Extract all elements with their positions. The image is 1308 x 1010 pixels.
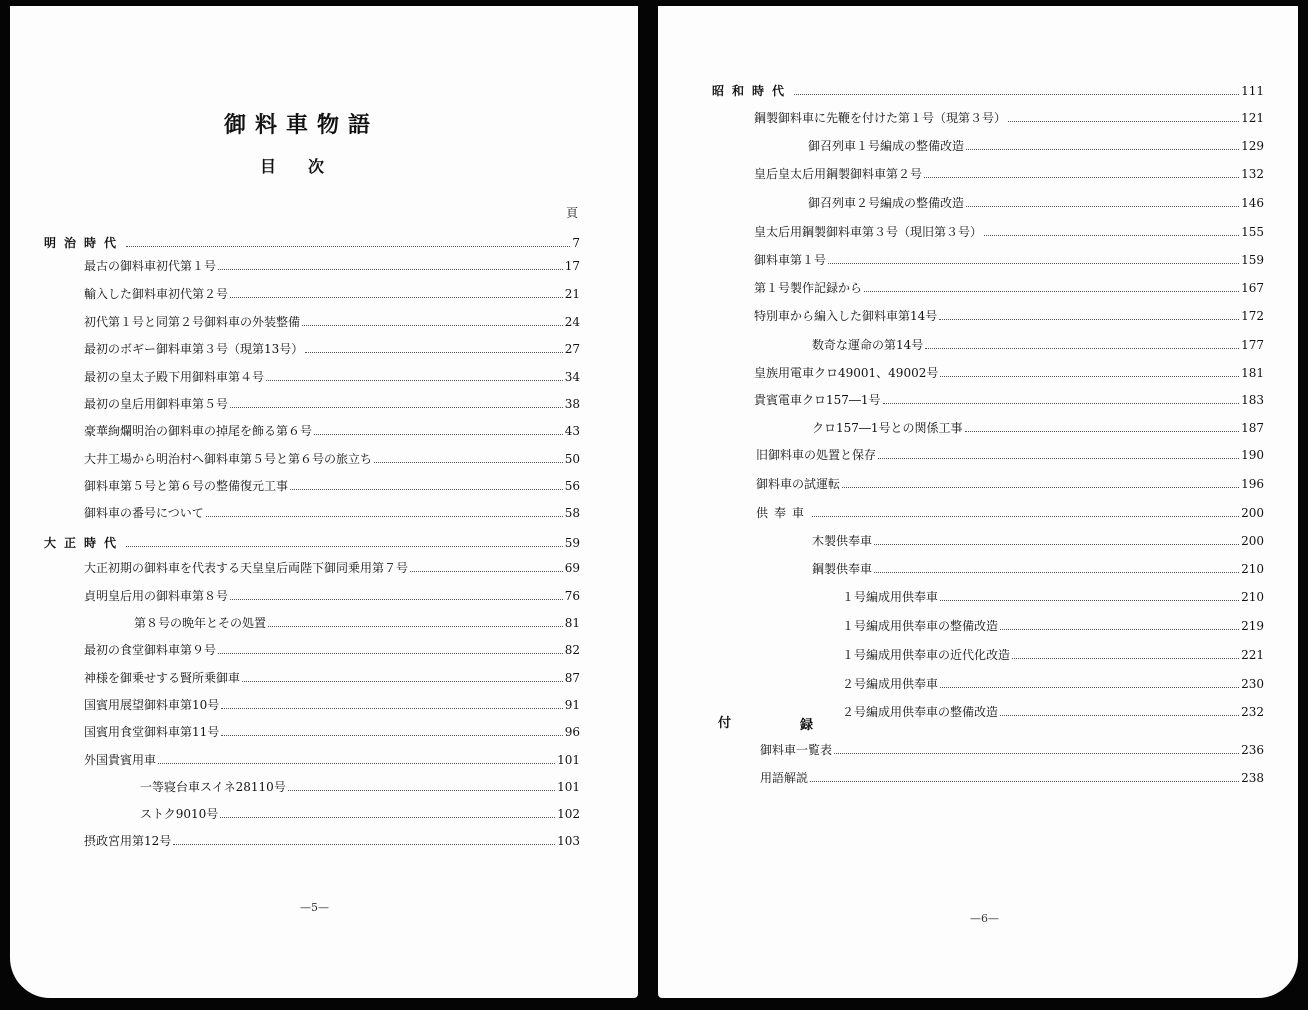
leader-dots [1008, 121, 1239, 122]
toc-entry-page: 200 [1241, 534, 1264, 548]
toc-entry-page: 172 [1241, 309, 1264, 323]
toc-entry-section[interactable] [44, 535, 580, 551]
toc-entry[interactable] [812, 420, 1264, 436]
leader-dots [230, 407, 563, 408]
leader-dots [158, 763, 555, 764]
toc-entry-label: ストク9010号 [140, 807, 219, 821]
toc-entry-label: 鋼製御料車に先鞭を付けた第１号（現第３号） [754, 111, 1007, 125]
leader-dots [810, 781, 1239, 782]
toc-entry-label: 初代第１号と同第２号御料車の外装整備 [84, 315, 301, 329]
leader-dots [268, 626, 563, 627]
leader-dots [221, 708, 562, 709]
toc-entry-page: 219 [1241, 619, 1264, 633]
left-page [10, 6, 638, 998]
leader-dots [874, 572, 1239, 573]
toc-entry[interactable] [756, 476, 1264, 492]
toc-entry[interactable] [842, 618, 1264, 634]
toc-heading: 目 次 [260, 157, 325, 176]
toc-entry-page: 56 [564, 479, 580, 493]
toc-entry-label: 鋼製供奉車 [812, 562, 873, 576]
leader-dots [940, 687, 1239, 688]
toc-entry-page: 121 [1241, 111, 1264, 125]
toc-entry[interactable] [84, 369, 580, 385]
toc-entry-label: ２号編成用供奉車の整備改造 [842, 705, 999, 719]
toc-entry-label: 貞明皇后用の御料車第８号 [84, 589, 229, 603]
toc-entry-page: 187 [1241, 421, 1264, 435]
toc-entry[interactable] [808, 138, 1264, 154]
toc-entry-page: 101 [557, 753, 580, 767]
toc-entry-page: 81 [564, 616, 580, 630]
toc-entry-page: 177 [1241, 338, 1264, 352]
toc-entry-page: 221 [1241, 648, 1264, 662]
leader-dots [965, 431, 1240, 432]
toc-entry-page: 183 [1241, 393, 1264, 407]
toc-entry[interactable] [84, 724, 580, 740]
toc-entry[interactable] [812, 533, 1264, 549]
leader-dots [206, 516, 563, 517]
leader-dots [266, 380, 563, 381]
toc-entry-label: 特別車から編入した御料車第14号 [754, 309, 938, 323]
leader-dots [218, 653, 563, 654]
toc-entry-label: 皇后皇太后用鋼製御料車第２号 [754, 167, 923, 181]
toc-entry-label: １号編成用供奉車の近代化改造 [842, 648, 1011, 662]
toc-entry-page: 232 [1241, 705, 1264, 719]
toc-entry-label: 最古の御料車初代第１号 [84, 259, 217, 273]
leader-dots [288, 790, 555, 791]
toc-entry[interactable] [842, 589, 1264, 605]
toc-entry[interactable] [754, 308, 1264, 324]
toc-entry-label: 最初のボギー御料車第３号（現第13号） [84, 342, 304, 356]
toc-entry-page: 87 [564, 671, 580, 685]
toc-entry-page: 236 [1241, 743, 1264, 757]
toc-entry-label: 御料車第５号と第６号の整備復元工事 [84, 479, 289, 493]
toc-entry[interactable] [140, 806, 580, 822]
toc-entry-label: 用語解説 [760, 771, 809, 785]
leader-dots [1012, 658, 1239, 659]
toc-entry[interactable] [754, 280, 1264, 296]
leader-dots [302, 325, 563, 326]
leader-dots [290, 489, 563, 490]
toc-entry-page: 50 [564, 452, 580, 466]
toc-entry-page: 69 [564, 561, 580, 575]
toc-entry[interactable] [84, 478, 580, 494]
page-column-label: 頁 [566, 206, 579, 220]
toc-entry-page: 146 [1241, 196, 1264, 210]
toc-entry-label: 最初の食堂御料車第９号 [84, 643, 217, 657]
toc-entry-page: 101 [557, 780, 580, 794]
toc-entry-page: 167 [1241, 281, 1264, 295]
leader-dots [874, 544, 1239, 545]
leader-dots [883, 403, 1240, 404]
toc-entry[interactable] [84, 451, 580, 467]
toc-entry-label: 一等寝台車スイネ28110号 [140, 780, 286, 794]
toc-entry-page: 210 [1241, 590, 1264, 604]
toc-entry[interactable] [754, 392, 1264, 408]
toc-entry[interactable] [812, 337, 1264, 353]
toc-entry-label: クロ157―1号との関係工事 [812, 421, 963, 435]
toc-entry-page: 58 [564, 506, 580, 520]
leader-dots [828, 263, 1239, 264]
toc-entry-page: 230 [1241, 677, 1264, 691]
leader-dots [230, 297, 563, 298]
toc-entry[interactable] [84, 697, 580, 713]
toc-entry-label: 大正初期の御料車を代表する天皇皇后両陛下御同乗用第７号 [84, 561, 409, 575]
toc-entry-label: 輸入した御料車初代第２号 [84, 287, 229, 301]
toc-entry[interactable] [842, 647, 1264, 663]
leader-dots [940, 376, 1239, 377]
toc-entry-label: 最初の皇太子殿下用御料車第４号 [84, 370, 265, 384]
toc-entry[interactable] [134, 615, 580, 631]
toc-entry[interactable] [812, 561, 1264, 577]
toc-entry-label: 御料車一覧表 [760, 743, 833, 757]
toc-entry-page: 21 [564, 287, 580, 301]
toc-entry[interactable] [84, 341, 580, 357]
leader-dots [230, 599, 563, 600]
toc-entry-page: 17 [564, 259, 580, 273]
leader-dots [314, 434, 563, 435]
leader-dots [305, 352, 562, 353]
toc-entry-label: 第１号製作記録から [754, 281, 863, 295]
toc-entry[interactable] [84, 396, 580, 412]
toc-entry-page: 210 [1241, 562, 1264, 576]
toc-entry-label: 最初の皇后用御料車第５号 [84, 397, 229, 411]
toc-entry[interactable] [84, 286, 580, 302]
toc-entry-page: 82 [564, 643, 580, 657]
leader-dots [966, 149, 1239, 150]
toc-entry-page: 34 [564, 370, 580, 384]
toc-entry-page: 181 [1241, 366, 1264, 380]
toc-entry-page: 38 [564, 397, 580, 411]
toc-entry-label: 第８号の晩年とその処置 [134, 616, 267, 630]
toc-entry-page: 200 [1241, 506, 1264, 520]
toc-entry[interactable] [756, 505, 1264, 521]
toc-entry[interactable] [84, 505, 580, 521]
toc-entry-page: 129 [1241, 139, 1264, 153]
toc-entry[interactable] [754, 166, 1264, 182]
toc-entry[interactable] [84, 752, 580, 768]
toc-entry-page: 91 [564, 698, 580, 712]
leader-dots [842, 487, 1239, 488]
toc-entry[interactable] [842, 676, 1264, 692]
leader-dots [1000, 629, 1239, 630]
toc-entry[interactable] [84, 314, 580, 330]
toc-entry[interactable] [754, 365, 1264, 381]
toc-entry[interactable] [808, 195, 1264, 211]
page-number: —5— [300, 901, 329, 914]
toc-entry-page: 196 [1241, 477, 1264, 491]
toc-entry[interactable] [84, 588, 580, 604]
toc-entry-page: 190 [1241, 448, 1264, 462]
leader-dots [126, 546, 563, 547]
toc-entry-label: 国賓用食堂御料車第11号 [84, 725, 220, 739]
toc-entry-page: 7 [572, 236, 580, 250]
toc-entry-label: 御料車の試運転 [756, 477, 841, 491]
toc-entry-page: 102 [557, 807, 580, 821]
toc-entry-page: 24 [564, 315, 580, 329]
toc-entry[interactable] [754, 252, 1264, 268]
toc-entry-label: 木製供奉車 [812, 534, 873, 548]
toc-entry-label: 国賓用展望御料車第10号 [84, 698, 220, 712]
leader-dots [878, 458, 1239, 459]
toc-entry-label: 数奇な運命の第14号 [812, 338, 924, 352]
leader-dots [1000, 715, 1239, 716]
leader-dots [794, 94, 1239, 95]
toc-entry-page: 155 [1241, 225, 1264, 239]
toc-entry-label: 供奉車 [756, 506, 811, 520]
toc-entry[interactable] [84, 670, 580, 686]
leader-dots [126, 246, 570, 247]
leader-dots [984, 235, 1239, 236]
toc-entry-page: 59 [564, 536, 580, 550]
leader-dots [220, 817, 555, 818]
toc-entry-page: 103 [557, 834, 580, 848]
toc-entry[interactable] [84, 833, 580, 849]
toc-entry[interactable] [842, 704, 1264, 720]
toc-entry[interactable] [140, 779, 580, 795]
leader-dots [834, 753, 1239, 754]
toc-entry[interactable] [754, 110, 1264, 126]
toc-entry-label: 大井工場から明治村へ御料車第５号と第６号の旅立ち [84, 452, 373, 466]
toc-entry-page: 159 [1241, 253, 1264, 267]
leader-dots [924, 177, 1239, 178]
toc-entry-page: 76 [564, 589, 580, 603]
page-number: —6— [970, 912, 999, 925]
leader-dots [218, 269, 563, 270]
leader-dots [410, 571, 563, 572]
toc-entry-label: 御召列車１号編成の整備改造 [808, 139, 965, 153]
toc-entry-label: 御料車の番号について [84, 506, 204, 520]
leader-dots [940, 600, 1239, 601]
toc-entry[interactable] [84, 258, 580, 274]
toc-entry-label: 大正時代 [44, 536, 125, 550]
toc-entry[interactable] [756, 447, 1264, 463]
toc-entry-label: 摂政宮用第12号 [84, 834, 172, 848]
toc-entry-label: 御召列車２号編成の整備改造 [808, 196, 965, 210]
toc-entry-page: 96 [564, 725, 580, 739]
toc-entry-label: 神様を御乗せする賢所乗御車 [84, 671, 241, 685]
toc-entry-page: 27 [564, 342, 580, 356]
toc-entry-label: 皇族用電車クロ49001、49002号 [754, 366, 939, 380]
toc-entry[interactable] [760, 770, 1264, 786]
toc-entry[interactable] [760, 742, 1264, 758]
leader-dots [221, 735, 562, 736]
toc-entry-label: 豪華絢爛明治の御料車の掉尾を飾る第６号 [84, 424, 313, 438]
leader-dots [939, 319, 1239, 320]
toc-entry[interactable] [84, 423, 580, 439]
toc-entry-label: 昭和時代 [712, 84, 793, 98]
toc-entry-label: 御料車第１号 [754, 253, 827, 267]
leader-dots [374, 462, 563, 463]
toc-entry-section[interactable] [44, 235, 580, 251]
right-page [658, 6, 1298, 998]
leader-dots [925, 348, 1239, 349]
toc-entry-page: 111 [1241, 84, 1264, 98]
toc-entry-label: ２号編成用供奉車 [842, 677, 939, 691]
toc-entry-label: １号編成用供奉車 [842, 590, 939, 604]
toc-entry[interactable] [754, 224, 1264, 240]
appendix-heading-2: 録 [800, 718, 814, 733]
toc-entry-page: 132 [1241, 167, 1264, 181]
book-title: 御料車物語 [224, 113, 380, 138]
appendix-heading-1: 付 [718, 716, 732, 731]
leader-dots [242, 681, 563, 682]
toc-entry-label: １号編成用供奉車の整備改造 [842, 619, 999, 633]
toc-entry-label: 明治時代 [44, 236, 125, 250]
leader-dots [812, 516, 1239, 517]
leader-dots [173, 844, 555, 845]
toc-entry[interactable] [84, 560, 580, 576]
toc-entry-page: 43 [564, 424, 580, 438]
leader-dots [966, 206, 1239, 207]
leader-dots [864, 291, 1239, 292]
toc-entry-section[interactable] [712, 83, 1264, 99]
toc-entry-page: 238 [1241, 771, 1264, 785]
toc-entry-label: 皇太后用鋼製御料車第３号（現旧第３号） [754, 225, 983, 239]
toc-entry[interactable] [84, 642, 580, 658]
toc-entry-label: 旧御料車の処置と保存 [756, 448, 877, 462]
toc-entry-label: 外国貴賓用車 [84, 753, 157, 767]
toc-entry-label: 貴賓電車クロ157―1号 [754, 393, 881, 407]
